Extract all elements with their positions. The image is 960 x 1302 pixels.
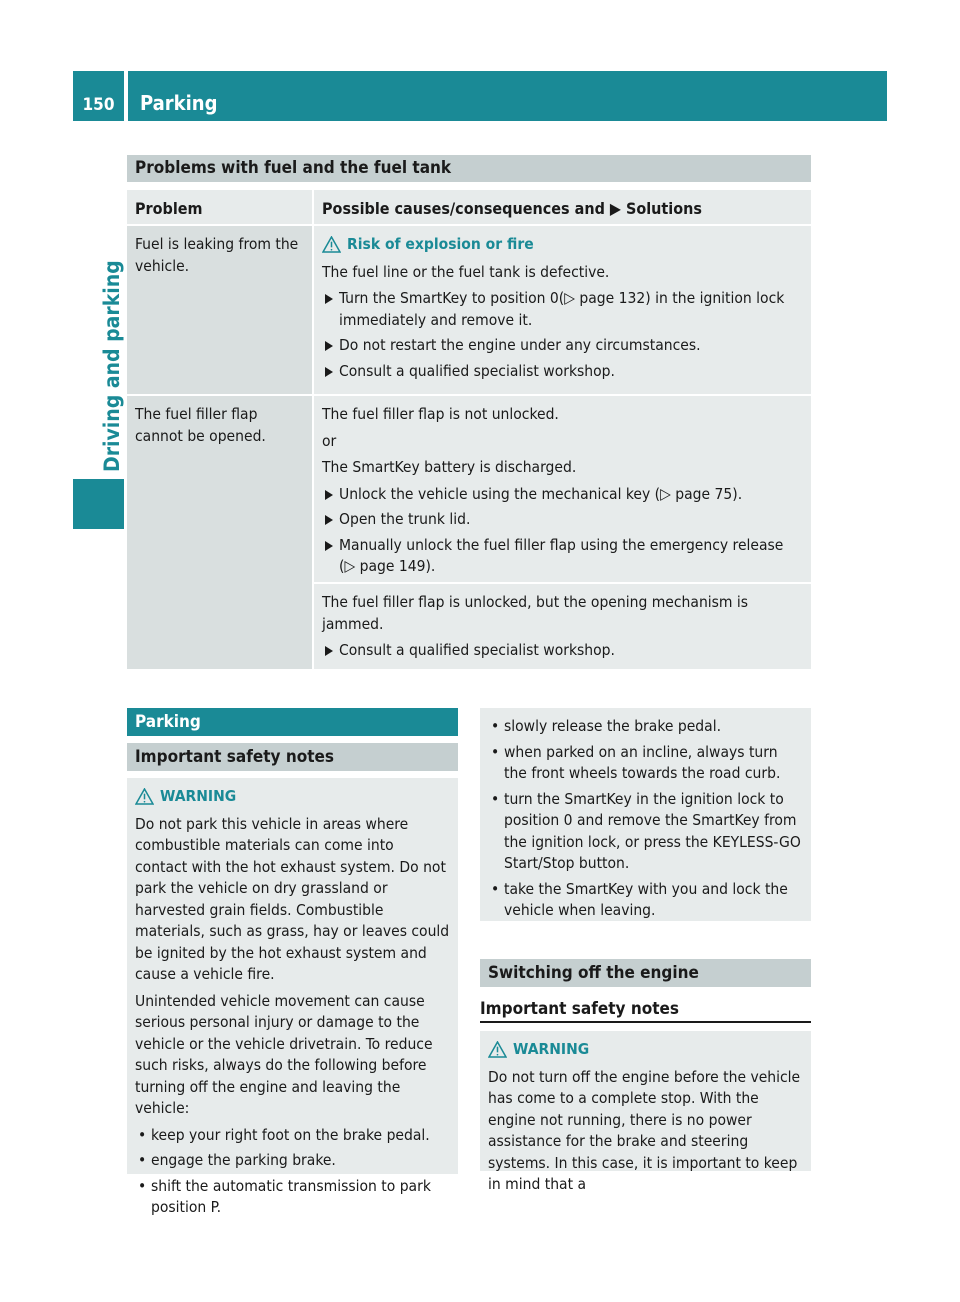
cause-text: The fuel filler flap is unlocked, but the opening mechanism is jammed. (322, 593, 749, 633)
warning-label (488, 1039, 803, 1061)
parking-warning-box (127, 778, 458, 1216)
warning-label-text: WARNING (160, 787, 237, 805)
fuel-section-heading: Problems with fuel and the fuel tank (127, 155, 811, 182)
list-item: • keep your right foot on the brake pedal. (135, 1125, 450, 1147)
warning-paragraph: Do not park this vehicle in areas where combustible materials can come into contact with the hot exhaust system. Do not park the vehicle on dry grassland or harvested grain fields. Combustible materials, such as grass, hay or leaves could be ignited by the hot exhaust system and cause a vehicle fire. (135, 814, 450, 983)
step-item: Consult a qualified specialist workshop. (322, 361, 803, 383)
list-item: • take the SmartKey with you and lock the vehicle when leaving. (488, 879, 803, 922)
cause-text: The fuel line or the fuel tank is defective. (322, 262, 610, 281)
step-item: Manually unlock the fuel filler flap using the emergency release (▷ page 149). (322, 535, 803, 578)
table-row-problem: The fuel filler flap cannot be opened. (127, 396, 312, 669)
warning-paragraph: Unintended vehicle movement can cause serious personal injury or damage to the vehicle or the vehicle drivetrain. To reduce such risks, always do the following before turning off the engine and leaving the vehicle: (135, 991, 433, 1117)
step-item: Open the trunk lid. (322, 509, 803, 531)
parking-warning-continued (480, 708, 811, 921)
step-item: Consult a qualified specialist workshop. (322, 640, 803, 662)
header-bar (128, 71, 887, 121)
risk-warning (322, 234, 803, 256)
warning-triangle-icon (488, 1041, 507, 1058)
parking-heading: Parking (127, 708, 458, 736)
switching-off-warning-box (480, 1031, 811, 1193)
table-row-solution (314, 396, 811, 582)
switching-off-heading: Switching off the engine (480, 959, 811, 987)
safety-notes-heading: Important safety notes (127, 743, 458, 771)
side-tab-marker (73, 479, 124, 529)
switching-off-subheading: Important safety notes (480, 997, 811, 1023)
side-tab-label: Driving and parking (100, 260, 124, 472)
or-text: or (322, 431, 337, 450)
table-row-solution (314, 584, 811, 669)
cause-text: The SmartKey battery is discharged. (322, 458, 577, 476)
col-header-problem: Problem (127, 190, 312, 224)
step-item: Turn the SmartKey to position 0(▷ page 132) in the ignition lock immediately and remove it. (322, 288, 803, 331)
list-item: • turn the SmartKey in the ignition lock to position 0 and remove the SmartKey from the ignition lock, or press the KEYLESS-GO Start/Stop button. (488, 789, 803, 875)
warning-label-text: WARNING (513, 1040, 590, 1058)
page-number: 150 (73, 71, 124, 121)
list-item: • shift the automatic transmission to park position P. (135, 1176, 450, 1219)
step-item: Unlock the vehicle using the mechanical key (▷ page 75). (322, 484, 803, 506)
table-row-problem: Fuel is leaking from the vehicle. (127, 226, 312, 394)
step-item: Do not restart the engine under any circumstances. (322, 335, 803, 357)
warning-label (135, 786, 450, 808)
page-title: Parking (140, 91, 218, 115)
table-row-solution (314, 226, 811, 394)
list-item: • slowly release the brake pedal. (488, 716, 803, 738)
risk-warning-text: Risk of explosion or fire (347, 235, 534, 253)
warning-triangle-icon (322, 236, 341, 253)
warning-triangle-icon (135, 788, 154, 805)
list-item: • engage the parking brake. (135, 1150, 450, 1172)
list-item: • when parked on an incline, always turn the front wheels towards the road curb. (488, 742, 803, 785)
cause-text: The fuel filler flap is not unlocked. (322, 405, 559, 423)
warning-paragraph: Do not turn off the engine before the vehicle has come to a complete stop. With the engine not running, there is no power assistance for the brake and steering systems. In this case, it is important to keep in mind that a (488, 1067, 801, 1193)
col-header-solutions: Possible causes/consequences and ▶ Solutions (314, 190, 811, 224)
